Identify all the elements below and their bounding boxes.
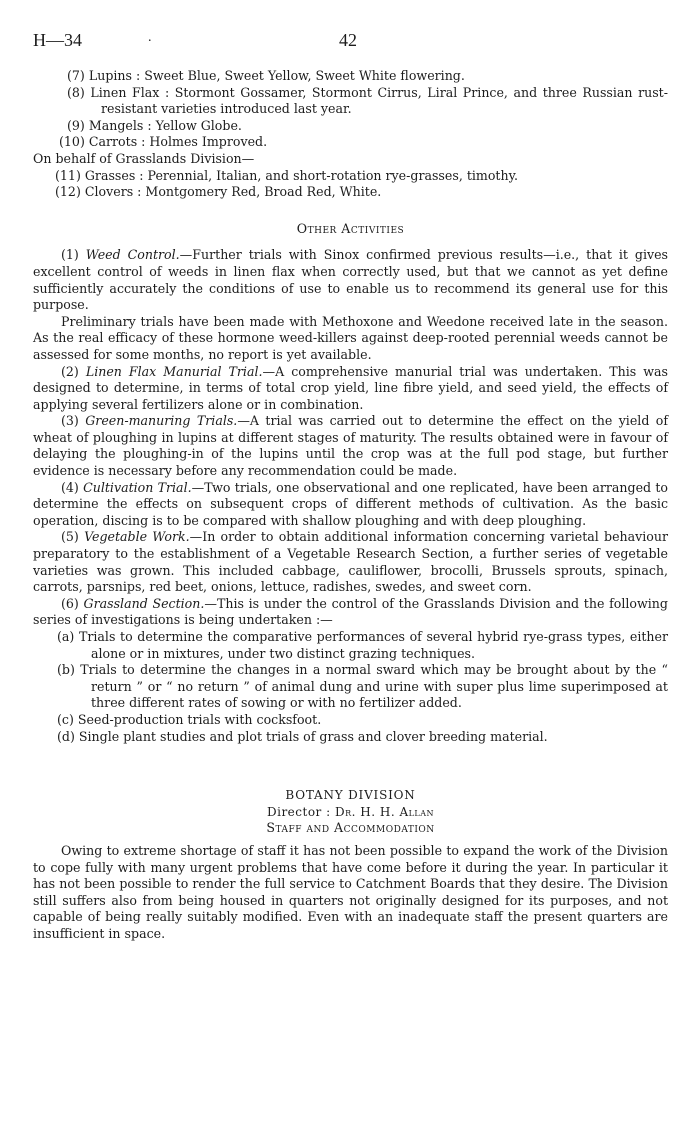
paragraph-title: Linen Flax Manurial Trial. — [85, 363, 263, 379]
activity-paragraph-5 — [33, 529, 668, 595]
item-number: (8) — [67, 84, 85, 100]
paragraph-text: —Two trials, one observational and one replicated, have been arranged to determine the effects on subsequent crops of different methods of cultivation. As the basic operation, discing is to be compared with shallow ploughing and with deep ploughing. — [33, 479, 668, 528]
paragraph-number: (4) — [61, 479, 84, 495]
item-text: Lupins : Sweet Blue, Sweet Yellow, Sweet White flowering. — [88, 68, 465, 83]
paragraph-text: —A comprehensive manurial trial was undertaken. This was designed to determine, in terms of total crop yield, line fibre yield, and seed yield, the effects of applying several fertilizers alone or in combination. — [33, 363, 668, 412]
section-heading-botany-division: BOTANY DIVISION — [285, 788, 416, 803]
grassland-item-b — [57, 662, 668, 712]
director-label: Director : — [266, 804, 331, 819]
header-mark: . — [148, 30, 152, 45]
item-letter: (b) — [57, 662, 75, 678]
item-text: Single plant studies and plot trials of grass and clover breeding material. — [78, 728, 548, 744]
director-line — [33, 804, 668, 821]
item-text: Carrots : Holmes Improved. — [88, 134, 268, 150]
paragraph-text: —In order to obtain additional information concerning varietal behaviour preparatory to the establishment of a Vegetable Research Section, a further series of vegetable varieties was grown. This included cabbage, cauliflower, brocolli, Brussels sprouts, spinach, carrots, parsnips, red beet, onions, lettuce, radishes, swedes, and sweet corn. — [33, 529, 669, 595]
item-text: Clovers : Montgomery Red, Broad Red, White. — [84, 184, 382, 200]
paragraph-number: (1) — [61, 247, 86, 263]
item-text: Trials to determine the comparative performances of several hybrid rye-grass types, either alone or in mixtures, under two distinct grazing techniques. — [78, 629, 668, 661]
running-header — [33, 30, 668, 52]
paragraph-number: (5) — [61, 529, 85, 545]
paragraph-text: —A trial was carried out to determine the effect on the yield of wheat of ploughing in lupins at different stages of maturity. The results obtained were in favour of delaying the ploughing-in of the lupins until the crop was at the full pod stage, but further evidence is necessary before any recommendation could be made. — [33, 413, 669, 479]
grasslands-lead: On behalf of Grasslands Division— — [33, 150, 255, 166]
activity-paragraph-2 — [33, 364, 668, 414]
item-letter: (c) — [57, 711, 74, 727]
page-number: 42 — [339, 30, 357, 50]
paragraph-number: (6) — [61, 595, 84, 611]
paragraph-title: Grassland Section. — [83, 595, 205, 611]
item-text: Grasses : Perennial, Italian, and short-rotation rye-grasses, timothy. — [84, 167, 519, 183]
grassland-item-a — [57, 629, 668, 662]
paragraph-text: —This is under the control of the Grasslands Division and the following series of investigations is being undertaken :— — [33, 595, 668, 628]
item-number: (10) — [59, 134, 85, 150]
item-number: (7) — [67, 68, 85, 83]
activity-paragraph-3 — [33, 413, 668, 479]
activity-paragraph-1 — [33, 247, 668, 313]
grassland-item-c — [57, 712, 668, 729]
paragraph-number: (2) — [61, 363, 86, 379]
item-letter: (d) — [57, 728, 75, 744]
grassland-item-d — [57, 729, 668, 746]
paragraph-title: Vegetable Work. — [84, 529, 190, 545]
paragraph-title: Weed Control. — [85, 247, 180, 263]
item-number: (12) — [55, 184, 81, 200]
variety-item-9 — [67, 118, 668, 135]
item-text: Mangels : Yellow Globe. — [88, 117, 242, 133]
botany-paragraph: Owing to extreme shortage of staff it has not been possible to expand the work of the Division to cope fully with many urgent problems that have come before it during the year. In particular it has not been possible to render the full service to Catchment Boards that they desire. The Division still suffers also from being housed in quarters not originally designed for its purposes, and not capable of being really suitably modified. Even with an inadequate staff the present quarters are insufficient in space. — [33, 842, 668, 941]
paragraph-title: Green-manuring Trials. — [85, 413, 238, 429]
page-body — [33, 68, 668, 943]
variety-item-8 — [67, 85, 668, 118]
grasslands-item-12 — [55, 184, 668, 201]
activity-paragraph-6 — [33, 596, 668, 629]
document-code: H—34 — [33, 30, 82, 50]
item-number: (11) — [55, 167, 81, 183]
item-text: Trials to determine the changes in a normal sward which may be brought about by the “ return ” or “ no return ” of animal dung and urine with super plus lime superimposed at three different rates of sowing or with no fertilizer added. — [80, 662, 668, 711]
director-name: Dr. H. H. Allan — [334, 804, 435, 819]
variety-item-7 — [67, 68, 668, 85]
section-heading-other-activities: Other Activities — [296, 220, 405, 236]
paragraph-title: Cultivation Trial. — [83, 479, 192, 495]
section-heading-staff: Staff and Accommodation — [266, 820, 435, 836]
item-text: Seed-production trials with cocksfoot. — [77, 711, 322, 727]
activity-paragraph-1b: Preliminary trials have been made with Methoxone and Weedone received late in the season. As the real efficacy of these hormone weed-killers against deep-rooted perennial weeds cannot be assessed for some months, no report is yet available. — [33, 313, 668, 362]
item-number: (9) — [67, 117, 85, 133]
activity-paragraph-4 — [33, 480, 668, 530]
variety-item-10 — [59, 134, 668, 151]
item-text: Linen Flax : Stormont Gossamer, Stormont Cirrus, Liral Prince, and three Russian rust-resistant varieties introduced last year. — [90, 84, 668, 117]
item-letter: (a) — [57, 629, 75, 644]
paragraph-text: —Further trials with Sinox confirmed previous results—i.e., that it gives excellent control of weeds in linen flax when correctly used, but that we cannot as yet define sufficiently accurately the conditions of use to enable us to recommend its general use for this purpose. — [33, 247, 668, 313]
grasslands-item-11 — [55, 168, 668, 185]
paragraph-number: (3) — [61, 413, 86, 429]
